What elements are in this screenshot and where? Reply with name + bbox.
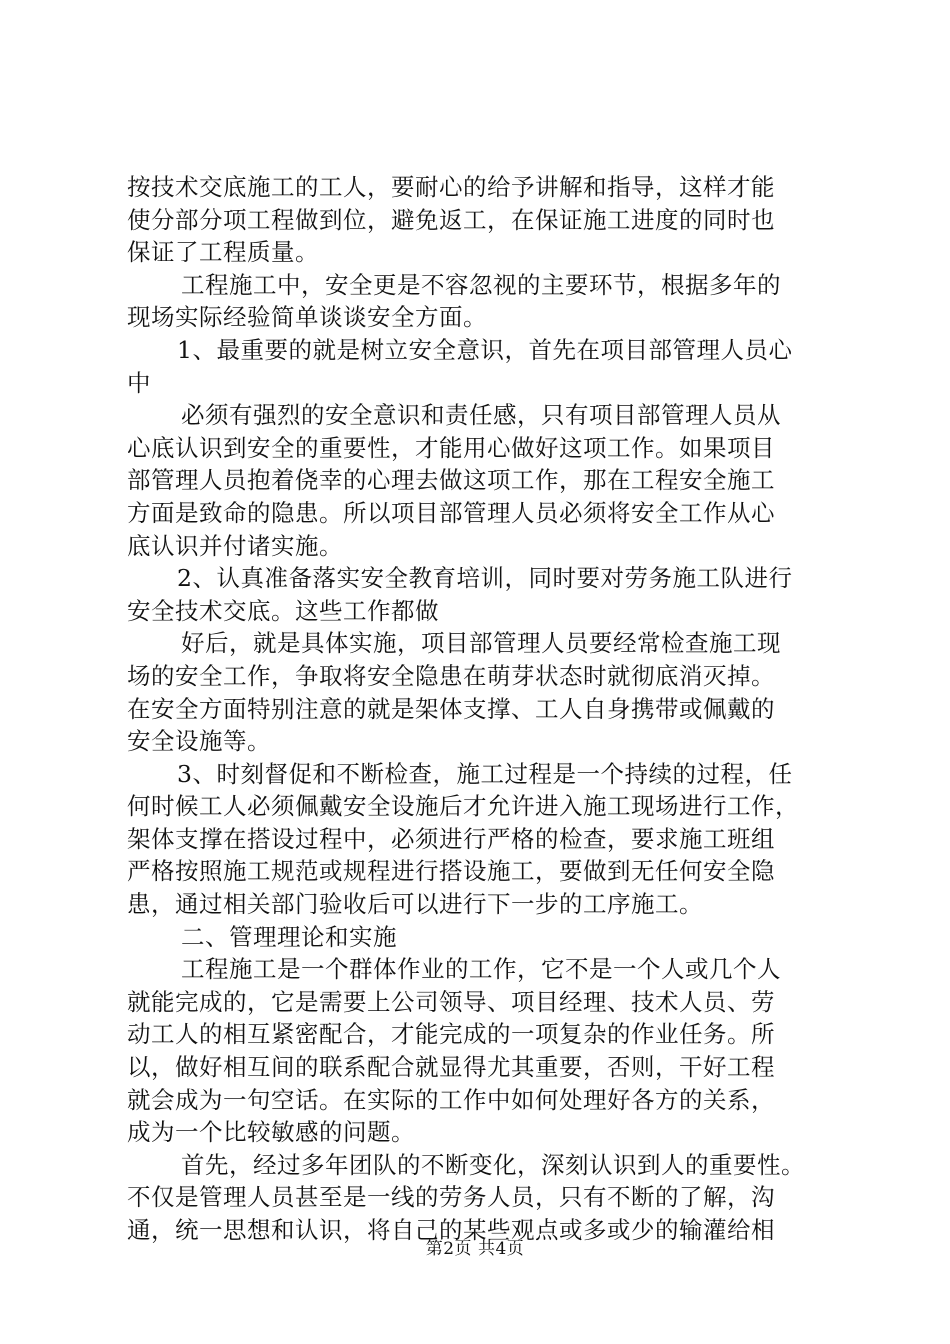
page-number-footer: 第2页 共4页 [425, 1239, 525, 1259]
text-line: 使分部分项工程做到位，避免返工，在保证施工进度的同时也 [127, 205, 775, 234]
text-line: 方面是致命的隐患。所以项目部管理人员必须将安全工作从心 [127, 498, 775, 527]
text-line: 工程施工中，安全更是不容忽视的主要环节，根据多年的 [181, 270, 781, 299]
text-line: 2、认真准备落实安全教育培训，同时要对劳务施工队进行 [177, 564, 793, 593]
text-line: 就能完成的，它是需要上公司领导、项目经理、技术人员、劳 [127, 987, 775, 1016]
text-line: 动工人的相互紧密配合，才能完成的一项复杂的作业任务。所 [127, 1020, 775, 1049]
text-line: 成为一个比较敏感的问题。 [127, 1118, 415, 1147]
text-line: 首先，经过多年团队的不断变化，深刻认识到人的重要性。 [181, 1150, 805, 1179]
text-line: 保证了工程质量。 [127, 238, 319, 267]
text-line: 在安全方面特别注意的就是架体支撑、工人自身携带或佩戴的 [127, 694, 775, 723]
text-line: 中 [127, 368, 151, 397]
text-line: 按技术交底施工的工人，要耐心的给予讲解和指导，这样才能 [127, 173, 775, 201]
text-line: 好后，就是具体实施，项目部管理人员要经常检查施工现 [181, 629, 781, 658]
text-line: 3、时刻督促和不断检查，施工过程是一个持续的过程，任 [177, 759, 793, 788]
text-line: 何时候工人必须佩戴安全设施后才允许进入施工现场进行工作， [127, 792, 799, 821]
text-line: 通，统一思想和认识，将自己的某些观点或多或少的输灌给相 [127, 1216, 775, 1244]
text-line: 不仅是管理人员甚至是一线的劳务人员，只有不断的了解，沟 [127, 1183, 775, 1212]
text-line: 心底认识到安全的重要性，才能用心做好这项工作。如果项目 [127, 433, 775, 462]
text-line: 患，通过相关部门验收后可以进行下一步的工序施工。 [127, 890, 703, 919]
document-body [127, 171, 837, 1247]
text-line: 底认识并付诸实施。 [127, 531, 343, 560]
text-line: 就会成为一句空话。在实际的工作中如何处理好各方的关系， [127, 1085, 775, 1114]
text-line: 架体支撑在搭设过程中，必须进行严格的检查，要求施工班组 [127, 824, 775, 853]
text-line: 场的安全工作，争取将安全隐患在萌芽状态时就彻底消灭掉。 [127, 661, 775, 690]
text-line: 工程施工是一个群体作业的工作，它不是一个人或几个人 [181, 955, 781, 984]
text-line: 安全技术交底。这些工作都做 [127, 596, 439, 625]
text-line: 以，做好相互间的联系配合就显得尤其重要，否则，干好工程 [127, 1053, 775, 1082]
text-line: 必须有强烈的安全意识和责任感，只有项目部管理人员从 [181, 401, 781, 430]
text-line: 1、最重要的就是树立安全意识，首先在项目部管理人员心 [177, 335, 793, 364]
text-line: 安全设施等。 [127, 727, 271, 756]
text-line: 二、管理理论和实施 [181, 922, 397, 951]
text-line: 部管理人员抱着侥幸的心理去做这项工作，那在工程安全施工 [127, 466, 775, 495]
text-line: 严格按照施工规范或规程进行搭设施工，要做到无任何安全隐 [127, 857, 775, 886]
text-line: 现场实际经验简单谈谈安全方面。 [127, 303, 487, 332]
